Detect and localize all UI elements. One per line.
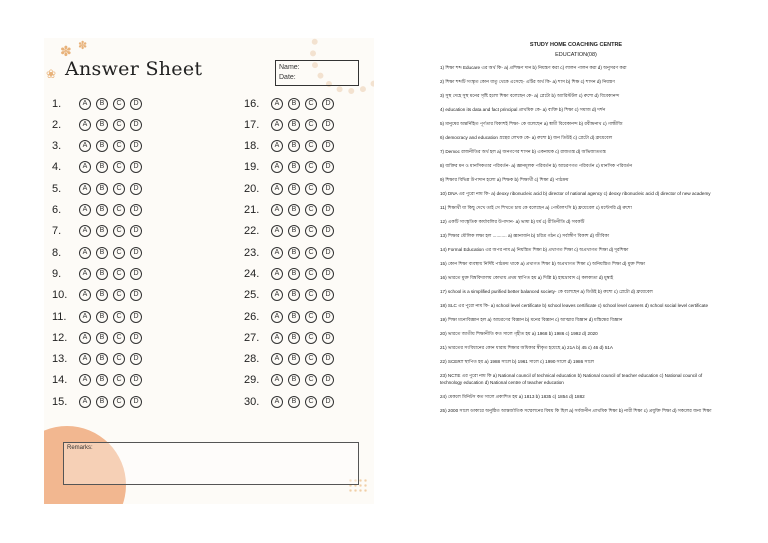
answer-bubble-b[interactable]: B	[288, 98, 300, 110]
answer-row	[244, 224, 334, 239]
question-item: 10) DNA এর পুরো নাম কি- a) deoxy ribonucleic acid b) director of national agency c) deoxy ribonucleic acid d) director of new academy	[440, 191, 711, 196]
question-item: 16) ভারতে মুক্ত বিশ্ববিদ্যালয় কোথায় প্রথম স্থাপিত হয় a) দিল্লি b) হায়দ্রাবাদ c) কলকাতা d) মুম্বাই	[440, 275, 614, 280]
question-number: 17.	[244, 118, 260, 131]
question-number: 8.	[52, 246, 62, 259]
question-item: 20) ভারতে জাতীয় শিক্ষানীতি কত সালে গৃহীত হয় a) 1968 b) 1986 c) 1992 d) 2020	[440, 331, 598, 336]
question-number: 16.	[244, 97, 260, 110]
answer-bubble-c[interactable]: C	[305, 332, 317, 344]
answer-bubble-c[interactable]: C	[305, 204, 317, 216]
question-item: 22) SCERT স্থাপিত হয় a) 1988 সালে b) 1961 সালে c) 1990 সালে d) 1986 সালে	[440, 359, 595, 364]
answer-sheet-page	[44, 38, 374, 504]
answer-row	[52, 352, 142, 367]
question-number: 12.	[52, 331, 68, 344]
answer-bubble-b[interactable]: B	[96, 225, 108, 237]
star-decoration-icon: ✽	[60, 43, 72, 59]
question-page-subheader: EDUCATION(08)	[555, 52, 597, 58]
answer-bubble-b[interactable]: B	[96, 161, 108, 173]
answer-bubble-b[interactable]: B	[288, 268, 300, 280]
question-item: 21) ভারতের সংবিধানের কোন ধারায় শিক্ষার অধিকার স্বীকৃত হয়েছে a) 21A b) 45 c) 46 d) 51A	[440, 345, 613, 350]
answer-bubble-b[interactable]: B	[96, 332, 108, 344]
answer-bubble-c[interactable]: C	[305, 161, 317, 173]
question-number: 7.	[52, 225, 62, 238]
question-item: 14) Formal Education এর অপর নাম a) নিয়ন্ত্রিত শিক্ষা b) প্রথাগত শিক্ষা c) অপ্রথাগত শিক্ষা d) দূরশিক্ষা	[440, 247, 629, 252]
answer-row	[52, 288, 142, 303]
answer-row	[244, 309, 334, 324]
answer-bubble-d[interactable]: D	[130, 374, 142, 386]
answer-bubble-b[interactable]: B	[288, 396, 300, 408]
question-item: 5) মানুষের অন্তর্নিহিত পূর্ণতার বিকাশই শিক্ষা- কে বলেছেন a) স্বামী বিবেকানন্দ b) রবীন্দ্রনাথ c) গান্ধীজি	[440, 121, 623, 126]
question-number: 18.	[244, 140, 260, 153]
question-number: 25.	[244, 289, 260, 302]
answer-row	[52, 245, 142, 260]
question-item: 24) মেকলে মিনিটস কত সালে প্রকাশিত হয় a) 1813 b) 1835 c) 1854 d) 1882	[440, 394, 585, 399]
question-item: 2) শিক্ষা শব্দটি সংস্কৃত কোন ধাতু থেকে এসেছে- এটির অর্থ কি- a) শাস b) শিক্ষ c) শাসন d) নিয়ন্ত্রণ	[440, 79, 615, 84]
answer-bubble-d[interactable]: D	[322, 204, 334, 216]
answer-bubble-a[interactable]: A	[79, 332, 91, 344]
question-number: 28.	[244, 353, 260, 366]
answer-bubble-c[interactable]: C	[305, 119, 317, 131]
answer-bubble-a[interactable]: A	[271, 374, 283, 386]
answer-bubble-a[interactable]: A	[271, 183, 283, 195]
answer-bubble-d[interactable]: D	[322, 98, 334, 110]
question-page-header: STUDY HOME COACHING CENTRE	[529, 42, 623, 48]
answer-bubble-a[interactable]: A	[271, 353, 283, 365]
answer-bubble-c[interactable]: C	[113, 396, 125, 408]
answer-bubble-c[interactable]: C	[305, 374, 317, 386]
answer-row	[244, 373, 334, 388]
question-item: 7) Democ রাজনীতির অর্থ হল a) জনগণের শাসন b) একনায়ক c) রাজতন্ত্র d) অভিজাততন্ত্র	[440, 149, 606, 154]
answer-bubble-a[interactable]: A	[271, 225, 283, 237]
answer-bubble-d[interactable]: D	[322, 268, 334, 280]
answer-bubble-d[interactable]: D	[130, 183, 142, 195]
answer-bubble-d[interactable]: D	[130, 140, 142, 152]
answer-bubble-d[interactable]: D	[130, 332, 142, 344]
answer-bubble-a[interactable]: A	[79, 353, 91, 365]
answer-bubble-d[interactable]: D	[322, 289, 334, 301]
question-number: 21.	[244, 204, 260, 216]
answer-bubble-d[interactable]: D	[130, 98, 142, 110]
answer-bubble-b[interactable]: B	[96, 268, 108, 280]
question-number: 4.	[52, 161, 62, 174]
question-item: 15) কোন শিক্ষা ব্যবস্থায় নির্দিষ্ট পাঠক্রম থাকে a) প্রথাগত শিক্ষা b) অপ্রথাগত শিক্ষা c) অনিয়ন্ত্রিত শিক্ষা d) মুক্ত শিক্ষা	[440, 261, 646, 266]
answer-bubble-b[interactable]: B	[288, 332, 300, 344]
question-item: 18) SLC এর পুরো নাম কি- a) school level certificate b) school leaves certificate c) school level careers d) school social level certificate	[440, 303, 709, 308]
answer-bubble-c[interactable]: C	[113, 268, 125, 280]
answer-bubble-a[interactable]: A	[79, 98, 91, 110]
question-number: 11.	[52, 310, 67, 323]
answer-row	[52, 224, 142, 239]
question-number: 20.	[244, 182, 260, 195]
answer-bubble-d[interactable]: D	[130, 311, 142, 323]
answer-bubble-d[interactable]: D	[130, 268, 142, 280]
answer-bubble-c[interactable]: C	[113, 247, 125, 259]
answer-bubble-c[interactable]: C	[113, 332, 125, 344]
answer-bubble-c[interactable]: C	[305, 247, 317, 259]
answer-bubble-b[interactable]: B	[96, 353, 108, 365]
date-label: Date:	[279, 74, 296, 81]
answer-bubble-b[interactable]: B	[288, 119, 300, 131]
answer-bubble-a[interactable]: A	[79, 289, 91, 301]
answer-bubble-a[interactable]: A	[79, 183, 91, 195]
question-number: 13.	[52, 353, 68, 366]
answer-bubble-b[interactable]: B	[96, 183, 108, 195]
answer-bubble-b[interactable]: B	[288, 140, 300, 152]
question-item: 23) NCTE এর পুরো নাম কি a) National council of technical education b) National council of teacher education c) National council of technology education d) National centre of teacher education	[440, 373, 703, 385]
answer-bubble-a[interactable]: A	[271, 98, 283, 110]
answer-bubble-a[interactable]: A	[271, 311, 283, 323]
answer-bubble-c[interactable]: C	[113, 289, 125, 301]
answer-bubble-a[interactable]: A	[79, 247, 91, 259]
answer-bubble-b[interactable]: B	[288, 353, 300, 365]
question-list	[430, 64, 722, 414]
question-item: 4) education its data and fact principal প্রাথমিক কে- a) ব্যক্তি b) শিক্ষা c) সমাজ d) দর্শন	[440, 107, 606, 112]
question-item: 8) ব্যক্তির মন ও মানসিকতার পরিবর্তন- a) জ্ঞানমূলক পরিবর্তন b) আচরণগত পরিবর্তন c) মানসিক পরিবর্তন	[440, 163, 633, 168]
answer-row	[244, 96, 334, 111]
answer-bubble-b[interactable]: B	[96, 289, 108, 301]
answer-bubble-c[interactable]: C	[113, 374, 125, 386]
answer-bubble-d[interactable]: D	[130, 396, 142, 408]
answer-bubble-c[interactable]: C	[113, 161, 125, 173]
answer-row	[52, 203, 142, 218]
answer-bubble-a[interactable]: A	[271, 247, 283, 259]
question-item: 9) শিক্ষার বিভিন্ন উপাদান হলো a) শিক্ষক b) শিক্ষার্থী c) শিক্ষা d) পাঠক্রম	[440, 177, 569, 182]
answer-bubble-c[interactable]: C	[305, 353, 317, 365]
answer-bubble-d[interactable]: D	[130, 247, 142, 259]
sheet-title: Answer Sheet	[65, 58, 203, 80]
question-item: 17) school is a simplified purified better balanced society- কে বলেছেন a) ডিউই b) রুশো c) প্লেটো d) ফ্রয়েবেল	[440, 289, 653, 294]
answer-row	[52, 160, 142, 175]
question-item: 6) democracy and education গ্রন্থের লেখক কে- a) রুশো b) জন ডিউই c) প্লেটো d) ফ্রয়েবেল	[440, 135, 613, 140]
answer-row	[244, 288, 334, 303]
question-number: 23.	[244, 246, 260, 259]
answer-bubble-c[interactable]: C	[113, 204, 125, 216]
answer-bubble-c[interactable]: C	[305, 311, 317, 323]
answer-bubble-c[interactable]: C	[305, 225, 317, 237]
question-number: 27.	[244, 331, 260, 344]
answer-bubble-b[interactable]: B	[288, 311, 300, 323]
star-decoration-icon: ✽	[78, 40, 88, 52]
answer-bubble-b[interactable]: B	[96, 374, 108, 386]
answer-bubble-b[interactable]: B	[96, 119, 108, 131]
answer-bubble-a[interactable]: A	[271, 332, 283, 344]
question-number: 6.	[52, 204, 62, 216]
answer-bubble-c[interactable]: C	[113, 353, 125, 365]
question-page	[430, 38, 722, 504]
question-item: 13) শিক্ষার মৌলিক লক্ষ্য হল ........... a) জ্ঞানার্জন b) চরিত্র গঠন c) সর্বাঙ্গীণ বিকাশ d) জীবিকা	[440, 233, 610, 238]
answer-bubble-d[interactable]: D	[130, 119, 142, 131]
answer-bubble-d[interactable]: D	[322, 140, 334, 152]
question-item: 1) শিক্ষা শব্দ Educare এর অর্থ কি- a) প্রশিক্ষণ দান b) নিয়ন্ত্রণ করা c) লালন পালন করা d) অনুসরণ করা	[440, 65, 627, 70]
answer-row	[244, 139, 334, 154]
answer-bubble-b[interactable]: B	[96, 204, 108, 216]
answer-bubble-d[interactable]: D	[322, 332, 334, 344]
answer-row	[52, 181, 142, 196]
question-number: 30.	[244, 395, 260, 408]
answer-row	[244, 245, 334, 260]
answer-bubble-b[interactable]: B	[96, 98, 108, 110]
answer-bubble-c[interactable]: C	[305, 183, 317, 195]
answer-row	[52, 139, 142, 154]
answer-bubble-b[interactable]: B	[288, 374, 300, 386]
answer-bubble-a[interactable]: A	[271, 289, 283, 301]
answer-bubble-d[interactable]: D	[322, 183, 334, 195]
answer-row	[52, 266, 142, 281]
answer-bubble-c[interactable]: C	[113, 140, 125, 152]
answer-bubble-d[interactable]: D	[322, 225, 334, 237]
answer-row	[244, 203, 334, 218]
answer-bubble-a[interactable]: A	[79, 204, 91, 216]
answer-row	[52, 330, 142, 345]
answer-bubble-b[interactable]: B	[96, 396, 108, 408]
answer-bubble-b[interactable]: B	[288, 161, 300, 173]
answer-bubble-b[interactable]: B	[288, 247, 300, 259]
answer-bubble-a[interactable]: A	[79, 140, 91, 152]
answer-bubble-c[interactable]: C	[113, 311, 125, 323]
question-item: 11) শিক্ষার্থী যা কিছু দেখে তাই সে শিখতে চায় কে বলেছেন a) পেস্টালৎসি b) ফ্রয়েবেল c) মন্টেসরি d) রুশো	[440, 205, 632, 210]
answer-bubble-b[interactable]: B	[288, 183, 300, 195]
answer-row	[52, 394, 142, 409]
answer-bubble-d[interactable]: D	[322, 396, 334, 408]
answer-bubble-d[interactable]: D	[322, 311, 334, 323]
question-number: 22.	[244, 225, 260, 238]
question-number: 19.	[244, 161, 260, 174]
answer-bubble-a[interactable]: A	[79, 268, 91, 280]
answer-bubble-d[interactable]: D	[322, 119, 334, 131]
question-item: 3) সুস্থ দেহে সুস্থ মনের সৃষ্টি হলো শিক্ষা বলেছেন কে- a) প্লেটো b) অ্যারিস্টটল c) রুশো d) বিবেকানন্দ	[440, 93, 620, 98]
answer-bubble-a[interactable]: A	[79, 374, 91, 386]
answer-row	[52, 96, 142, 111]
answer-bubble-c[interactable]: C	[305, 396, 317, 408]
question-item: 12) একটি সাংস্কৃতিক কার্যাবলির উপাদান- a) ভাষা b) ধর্ম c) রীতিনীতি d) সবকটি	[440, 219, 585, 224]
answer-bubble-b[interactable]: B	[96, 311, 108, 323]
answer-bubble-c[interactable]: C	[305, 268, 317, 280]
question-number: 29.	[244, 374, 260, 387]
answer-bubble-c[interactable]: C	[305, 140, 317, 152]
answer-row	[52, 117, 142, 132]
answer-row	[244, 330, 334, 345]
answer-bubble-d[interactable]: D	[130, 353, 142, 365]
answer-row	[244, 117, 334, 132]
answer-bubble-a[interactable]: A	[271, 140, 283, 152]
answer-bubble-a[interactable]: A	[79, 225, 91, 237]
answer-bubble-a[interactable]: A	[271, 396, 283, 408]
answer-bubble-d[interactable]: D	[322, 161, 334, 173]
answer-bubble-a[interactable]: A	[79, 119, 91, 131]
answer-bubble-b[interactable]: B	[288, 289, 300, 301]
answer-bubble-c[interactable]: C	[113, 183, 125, 195]
question-number: 1.	[52, 97, 62, 110]
answer-bubble-d[interactable]: D	[130, 204, 142, 216]
answer-bubble-a[interactable]: A	[271, 119, 283, 131]
remarks-box	[63, 442, 359, 485]
question-item: 25) 2000 সালে ডাকারে অনুষ্ঠিত আন্তর্জাতিক সম্মেলনের বিষয় কি ছিল a) সর্বজনীন প্রাথমিক শিক্ষা b) নারী শিক্ষা c) প্রযুক্তি শিক্ষা d) সকলের জন্য শিক্ষা	[440, 408, 712, 413]
answer-bubble-b[interactable]: B	[288, 204, 300, 216]
name-date-box	[275, 60, 359, 86]
question-number: 2.	[52, 118, 62, 131]
answer-bubble-a[interactable]: A	[79, 396, 91, 408]
question-number: 9.	[52, 267, 62, 280]
answer-row	[244, 160, 334, 175]
answer-row	[244, 266, 334, 281]
answer-row	[52, 309, 142, 324]
answer-bubble-d[interactable]: D	[322, 353, 334, 365]
answer-bubble-a[interactable]: A	[79, 311, 91, 323]
answer-bubble-b[interactable]: B	[96, 140, 108, 152]
answer-bubble-c[interactable]: C	[113, 98, 125, 110]
answer-bubble-d[interactable]: D	[322, 247, 334, 259]
answer-bubble-c[interactable]: C	[305, 289, 317, 301]
answer-row	[244, 394, 334, 409]
question-number: 24.	[244, 267, 260, 280]
answer-row	[244, 352, 334, 367]
answer-row	[244, 181, 334, 196]
answer-bubble-d[interactable]: D	[130, 289, 142, 301]
answer-bubble-a[interactable]: A	[271, 161, 283, 173]
answer-bubble-c[interactable]: C	[305, 98, 317, 110]
answer-bubble-b[interactable]: B	[288, 225, 300, 237]
question-item: 19) শিক্ষা মনোবিজ্ঞান হল a) আচরণের বিজ্ঞান b) মনের বিজ্ঞান c) আত্মার বিজ্ঞান d) মস্তিষ্কের বিজ্ঞান	[440, 317, 623, 322]
remarks-label: Remarks:	[67, 445, 93, 451]
answer-bubble-d[interactable]: D	[130, 225, 142, 237]
question-number: 15.	[52, 395, 68, 408]
answer-bubble-d[interactable]: D	[130, 161, 142, 173]
answer-bubble-a[interactable]: A	[271, 268, 283, 280]
question-number: 10.	[52, 289, 68, 302]
answer-bubble-d[interactable]: D	[322, 374, 334, 386]
answer-row	[52, 373, 142, 388]
leaf-decoration-icon: ❀	[46, 67, 57, 81]
name-label: Name:	[279, 64, 300, 71]
question-number: 26.	[244, 310, 260, 323]
answer-bubble-a[interactable]: A	[79, 161, 91, 173]
answer-bubble-b[interactable]: B	[96, 247, 108, 259]
answer-bubble-a[interactable]: A	[271, 204, 283, 216]
question-number: 5.	[52, 182, 62, 195]
answer-bubble-c[interactable]: C	[113, 119, 125, 131]
question-number: 14.	[52, 374, 68, 387]
answer-bubble-c[interactable]: C	[113, 225, 125, 237]
question-number: 3.	[52, 140, 62, 153]
